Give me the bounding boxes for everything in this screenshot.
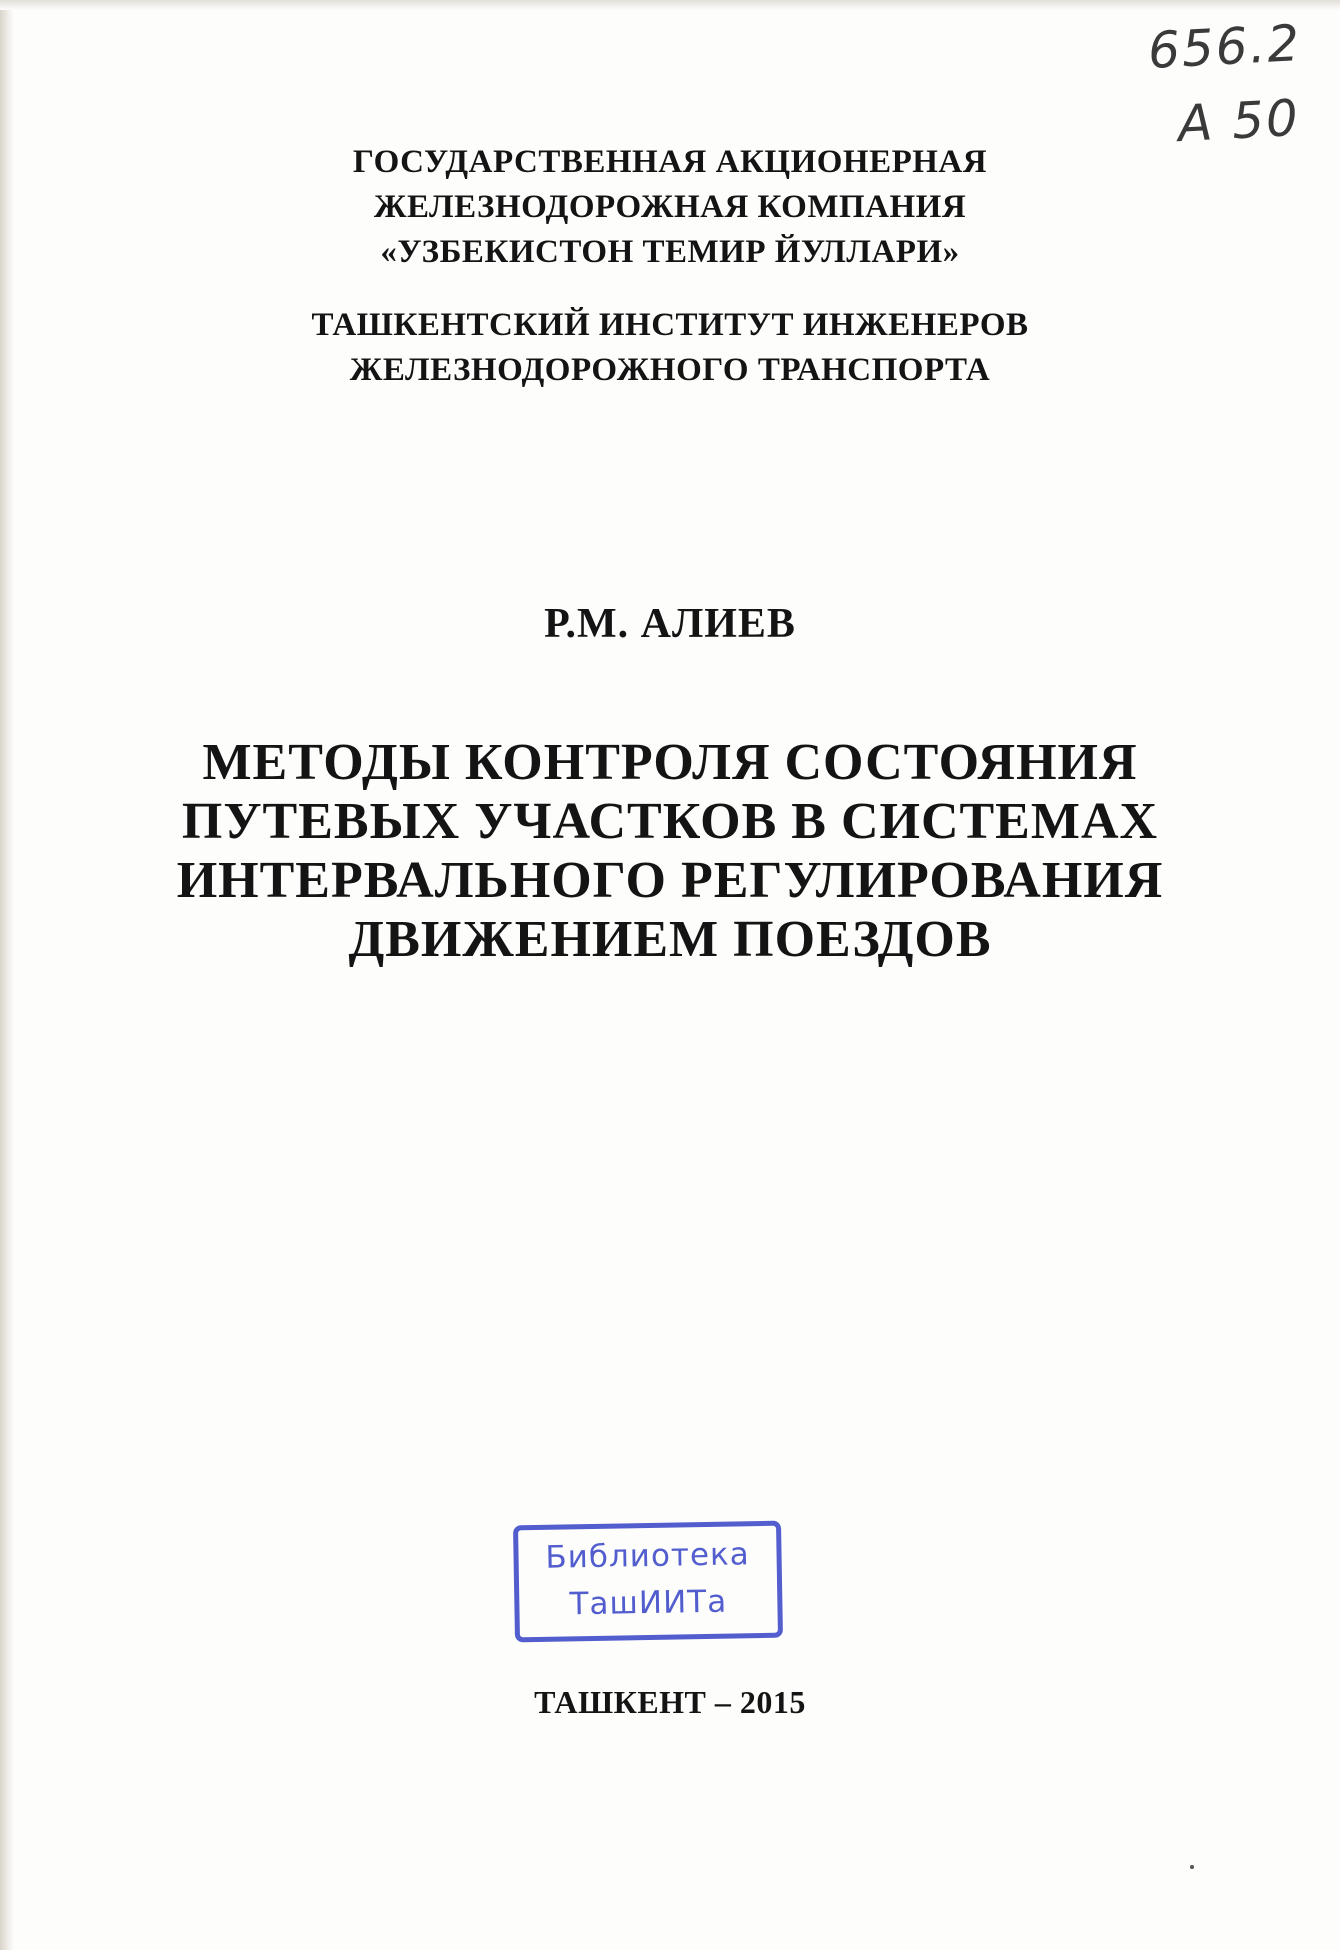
scan-edge-left [0, 0, 14, 1950]
institute-line: ТАШКЕНТСКИЙ ИНСТИТУТ ИНЖЕНЕРОВ [311, 307, 1029, 343]
institute-line: ЖЕЛЕЗНОДОРОЖНОГО ТРАНСПОРТА [349, 352, 991, 388]
library-stamp-line: ТашИИТа [569, 1583, 728, 1623]
handwritten-author-mark: А 50 [1176, 88, 1302, 154]
scan-speck [1190, 1865, 1194, 1869]
imprint-city-year: ТАШКЕНТ – 2015 [534, 1684, 806, 1720]
book-title-line: ДВИЖЕНИЕМ ПОЕЗДОВ [348, 911, 992, 968]
organization-line: ГОСУДАРСТВЕННАЯ АКЦИОНЕРНАЯ [352, 144, 988, 180]
book-title-line: МЕТОДЫ КОНТРОЛЯ СОСТОЯНИЯ [202, 734, 1138, 791]
library-stamp [513, 1521, 783, 1643]
library-stamp-line: Библиотека [545, 1536, 751, 1576]
handwritten-classification-code: 656.2 [1146, 14, 1303, 80]
organization-line: «УЗБЕКИСТОН ТЕМИР ЙУЛЛАРИ» [380, 234, 960, 270]
organization-block [0, 140, 1340, 275]
institute-block [0, 303, 1340, 393]
scan-edge-top [0, 0, 1340, 10]
author-name: Р.М. АЛИЕВ [544, 601, 796, 647]
book-title-line: ИНТЕРВАЛЬНОГО РЕГУЛИРОВАНИЯ [176, 852, 1164, 909]
book-title-line: ПУТЕВЫХ УЧАСТКОВ В СИСТЕМАХ [181, 793, 1159, 850]
organization-line: ЖЕЛЕЗНОДОРОЖНАЯ КОМПАНИЯ [373, 189, 967, 225]
book-title [0, 733, 1340, 969]
